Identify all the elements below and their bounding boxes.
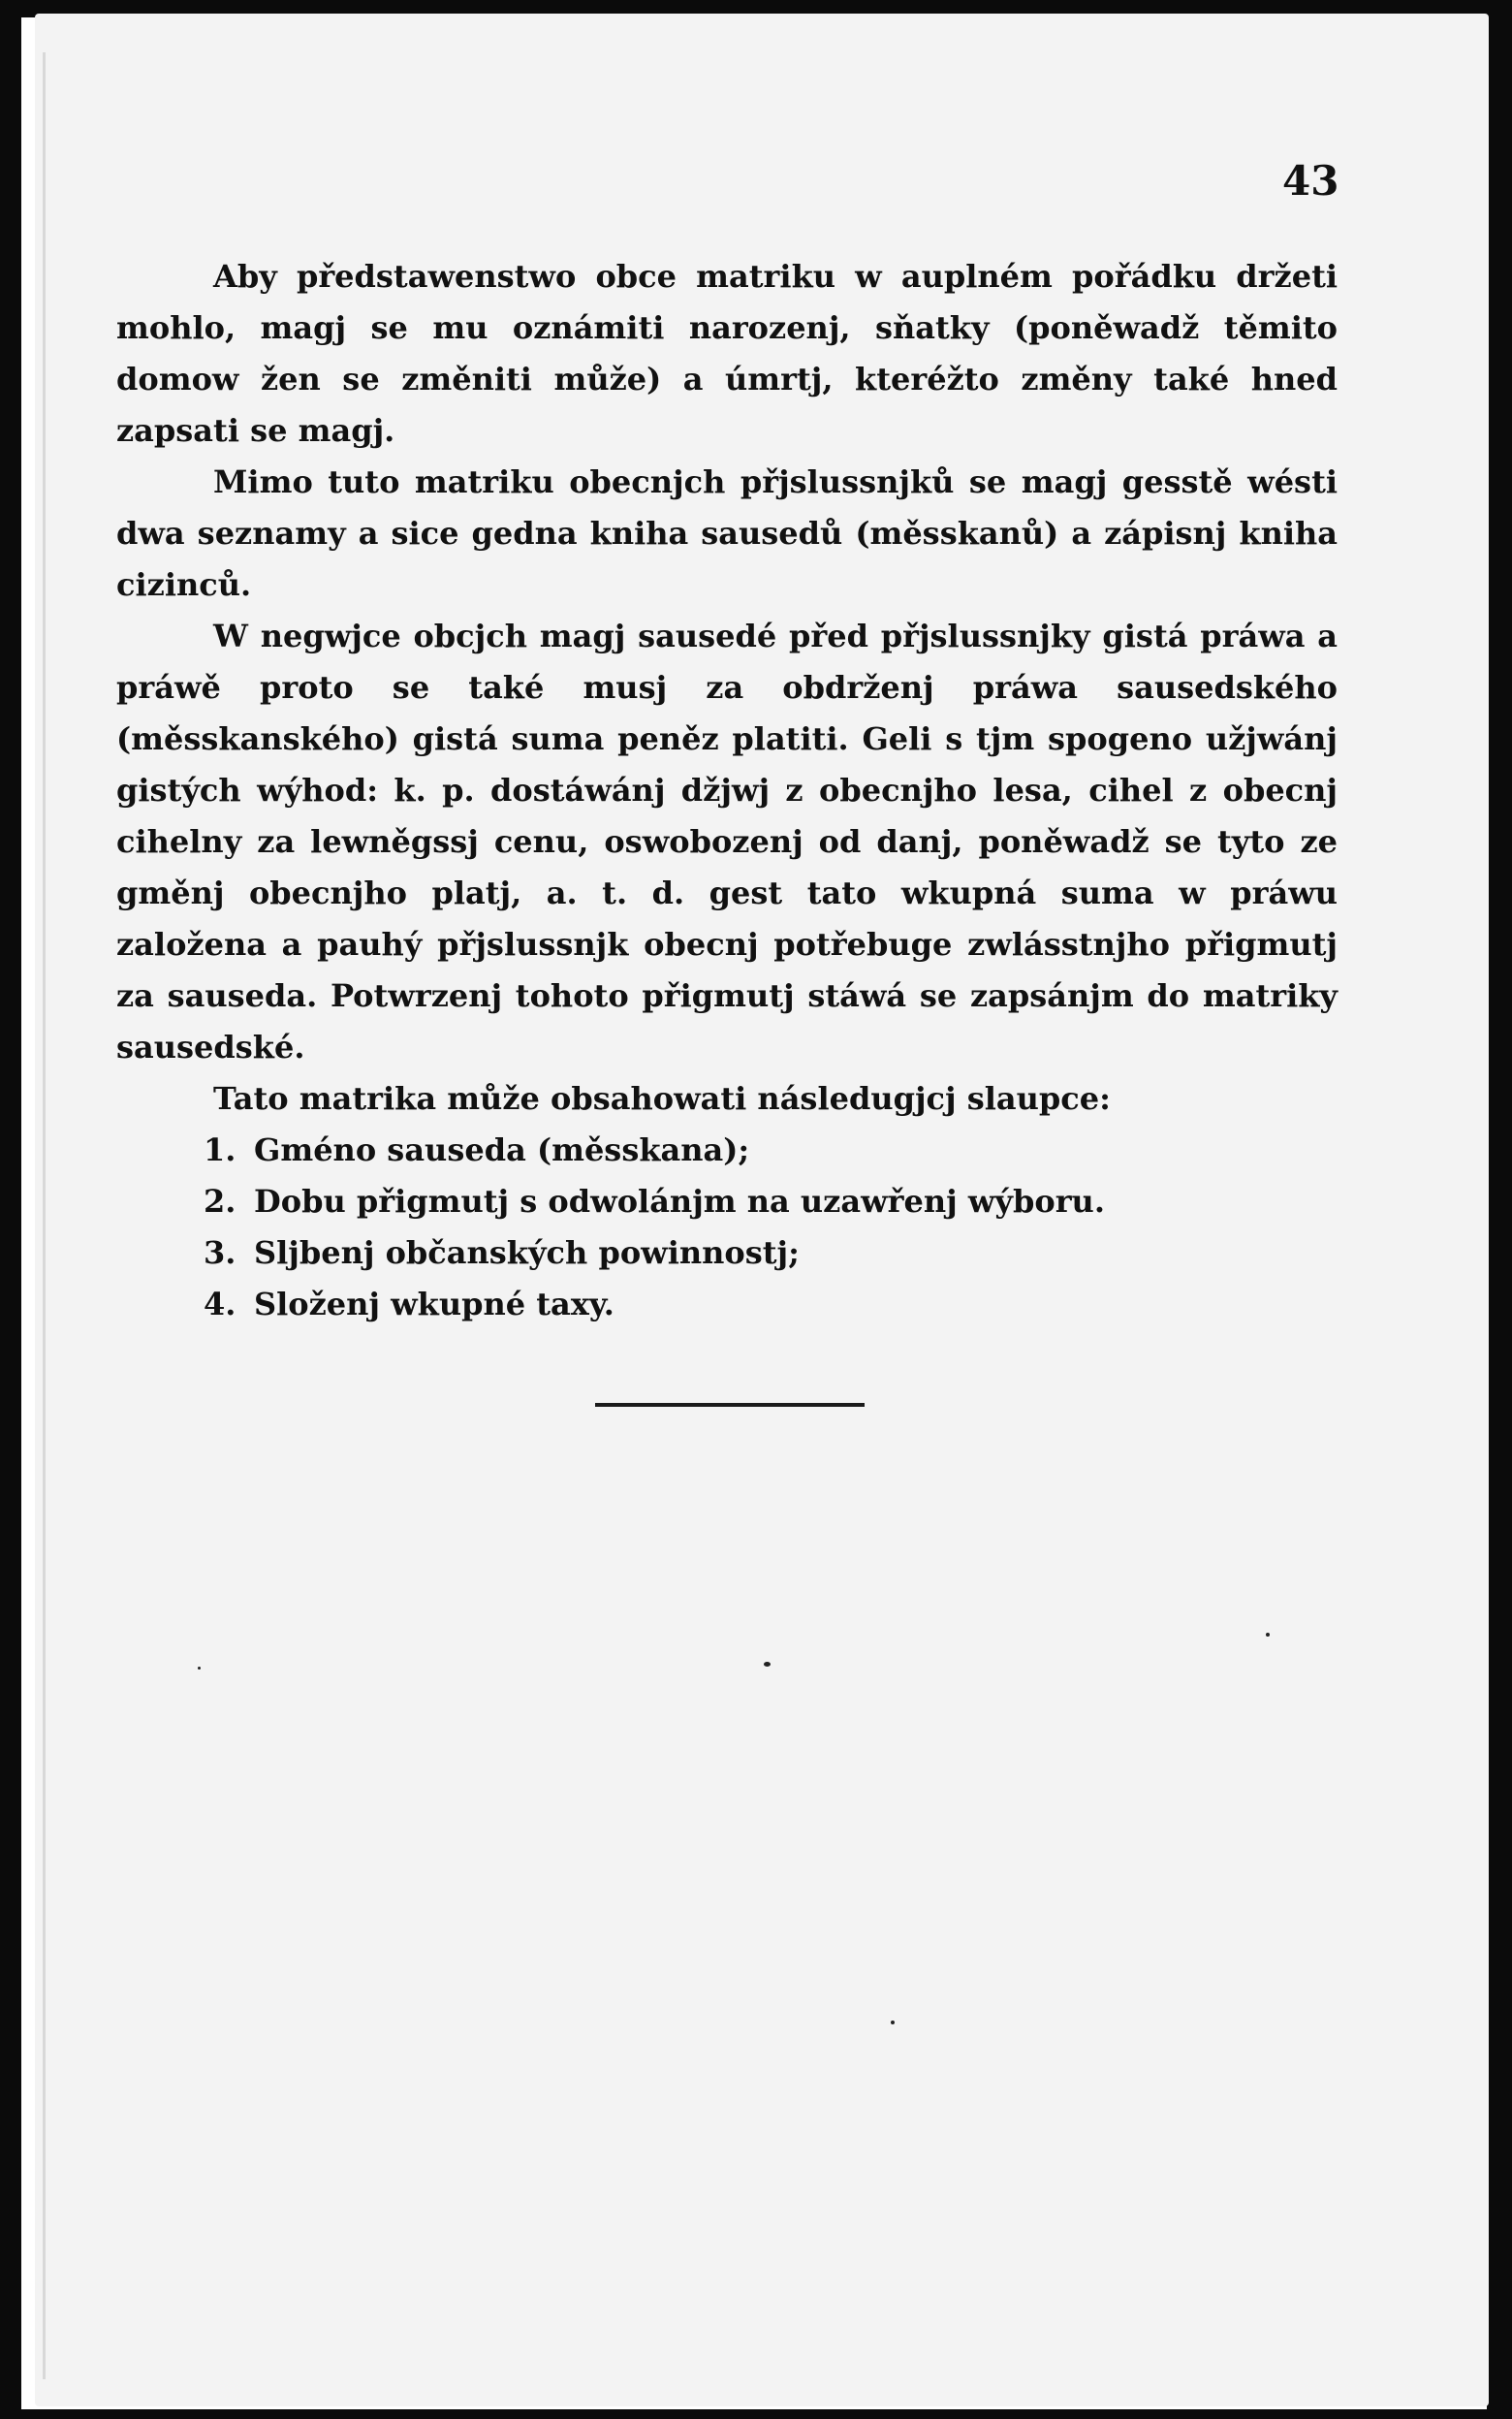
- list-item-number: 1.: [204, 1131, 236, 1168]
- list-item-text: Sljbenj občanských powinnostj;: [254, 1234, 800, 1271]
- list-item-text: Gméno sauseda (měsskana);: [254, 1131, 750, 1168]
- list-item-number: 2.: [204, 1183, 236, 1220]
- paper-sheet: [35, 14, 1489, 2406]
- list-item-text: Dobu přigmutj s odwolánjm na uzawřenj wýboru.: [254, 1183, 1105, 1220]
- list-item: [204, 1227, 1338, 1279]
- ink-speck: [891, 2021, 895, 2024]
- paragraph-3: W negwjce obcjch magj sausedé před přjslussnjky gistá práwa a práwě proto se také musj za obdrženj práwa sausedského (měsskanského) gistá suma peněz platiti. Geli s tjm spogeno užjwánj gistých wýhod: k. p. dostáwánj džjwj z obecnjho lesa, cihel z obecnj cihelny za lewněgssj cenu, oswobozenj od danj, poněwadž se tyto ze gměnj obecnjho platj, a. t. d. gest tato wkupná suma w práwu založena a pauhý přjslussnjk obecnj potřebuge zwlásstnjho přigmutj za sauseda. Potwrzenj tohoto přigmutj stáwá se zapsánjm do matriky sausedské.: [116, 618, 1338, 1066]
- list-item-number: 3.: [204, 1234, 236, 1271]
- ink-speck: [198, 1667, 201, 1670]
- body-text: [116, 251, 1338, 1330]
- list-item: [204, 1279, 1338, 1330]
- scan-border-left: [0, 0, 21, 2419]
- list-item-number: 4.: [204, 1286, 236, 1322]
- page-fold-shadow: [43, 52, 46, 2379]
- scan-border-right: [1487, 0, 1512, 2419]
- end-rule: [595, 1403, 865, 1407]
- ink-speck: [1266, 1633, 1270, 1637]
- page-number: 43: [1282, 157, 1339, 205]
- list-item: [204, 1176, 1338, 1227]
- list-intro: Tato matrika může obsahowati následugjcj slaupce:: [213, 1080, 1111, 1117]
- ink-speck: [764, 1662, 771, 1667]
- paragraph-2: Mimo tuto matriku obecnjch přjslussnjků se magj gesstě wésti dwa seznamy a sice gedna kniha sausedů (měsskanů) a zápisnj kniha cizinců.: [116, 463, 1338, 603]
- columns-list: [116, 1125, 1338, 1330]
- list-item: [204, 1125, 1338, 1176]
- list-item-text: Složenj wkupné taxy.: [254, 1286, 614, 1322]
- scan-border-bottom: [0, 2409, 1512, 2419]
- paragraph-1: Aby předstawenstwo obce matriku w auplném pořádku držeti mohlo, magj se mu oznámiti narozenj, sňatky (poněwadž těmito domow žen se změniti může) a úmrtj, kteréžto změny také hned zapsati se magj.: [116, 258, 1338, 449]
